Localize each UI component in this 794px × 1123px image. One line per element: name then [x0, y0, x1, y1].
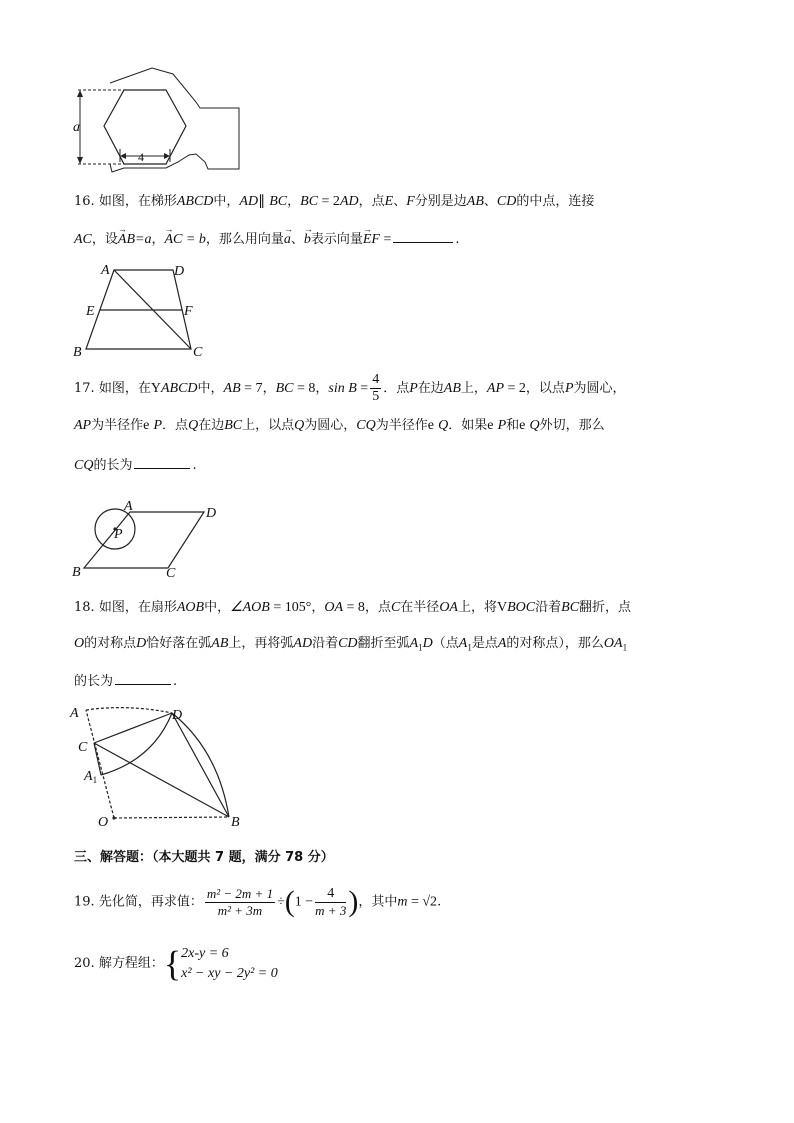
- hexagon: [104, 90, 186, 164]
- question-16-line-1: 16. 如图，在梯形ABCD中，AD∥ BC，BC = 2AD，点E、F分别是边AB、CD的中点，连接: [74, 194, 595, 209]
- label-D: D: [174, 264, 185, 279]
- equation-system: 2x-y = 6 x² − xy − 2y² = 0: [181, 945, 278, 981]
- arrow-up: [77, 90, 83, 97]
- label-B: B: [73, 345, 82, 360]
- label-A: A: [70, 706, 79, 721]
- figure-parallelogram: [68, 496, 228, 584]
- label-A1: $A_1$: [84, 769, 98, 785]
- section-heading: 三、解答题：（本大题共 7 题，满分 78 分）: [74, 850, 334, 865]
- label-a: a: [73, 120, 80, 135]
- label-A: A: [124, 499, 133, 514]
- question-17-line-1: 17. 如图，在YABCD中，AB = 7，BC = 8，sin B = $\frac{4}{5}$ ．点P在边AB上，AP = 2，以点P为圆心，: [74, 372, 626, 404]
- label-F: F: [184, 304, 193, 319]
- label-B: B: [72, 565, 81, 580]
- question-18-line-1: 18. 如图，在扇形AOB中，∠AOB = 105°，OA = 8，点C在半径OA上，将VBOC沿着BC翻折，点: [74, 600, 632, 615]
- label-4: 4: [138, 150, 144, 164]
- segment-ca1: [94, 743, 101, 775]
- fraction-4-5: $\frac{4}{5}$: [372, 372, 380, 404]
- figure-sector: [68, 700, 258, 836]
- label-P: P: [114, 527, 123, 542]
- question-17-line-3: CQ的长为 .: [74, 458, 197, 473]
- label-C: C: [193, 345, 203, 360]
- question-16-line-2: AC，设→ AB=a，→ AC = b，那么用向量→ a、→ b表示向量→ EF = .: [74, 230, 460, 250]
- question-18-line-3: 的长为 .: [74, 674, 178, 689]
- fraction-19-b: $\frac{4}{m + 3}$: [315, 885, 347, 918]
- label-A: A: [101, 263, 110, 278]
- parallelogram-abcd: [84, 512, 204, 568]
- figure-trapezoid: [70, 258, 220, 362]
- answer-blank-18[interactable]: [115, 672, 171, 685]
- question-17-line-2: AP为半径作e P．点Q在边BC上，以点Q为圆心，CQ为半径作e Q．如果e P和e Q外切，那么: [74, 418, 605, 433]
- question-20: 20. 解方程组：{ 2x-y = 6 x² − xy − 2y² = 0: [74, 943, 278, 984]
- label-C: C: [78, 740, 88, 755]
- answer-blank-16[interactable]: [393, 230, 453, 243]
- label-C: C: [166, 566, 176, 581]
- question-18-line-2: O的对称点D恰好落在弧AB上，再将弧AD沿着CD翻折至弧$A_1D$（点$A_1$是点A的对称点），那么$OA_1$: [74, 636, 628, 653]
- label-O: O: [98, 815, 109, 830]
- segment-cd: [94, 713, 172, 743]
- segment-ob: [114, 817, 229, 818]
- fraction-19-a: $\frac{\text{m² − 2m + 1}}{\text{m² + 3m}}$: [206, 885, 274, 918]
- label-E: E: [86, 304, 95, 319]
- label-D: D: [172, 708, 183, 723]
- figure-wrench-hexagon: [70, 64, 250, 176]
- question-19: 19. 先化简，再求值： $\frac{\text{m² − 2m + 1}}{\text{m² + 3m}}$ ÷(1 − $\frac{4}{m + 3}$ )，其中m = √2.: [74, 885, 442, 918]
- point-o: [112, 816, 115, 819]
- radius-oa: [86, 710, 114, 818]
- answer-blank-17[interactable]: [134, 456, 190, 469]
- arrow-down: [77, 157, 83, 164]
- label-B: B: [231, 815, 240, 830]
- label-D: D: [206, 506, 217, 521]
- arc-a-to-d: [86, 708, 172, 713]
